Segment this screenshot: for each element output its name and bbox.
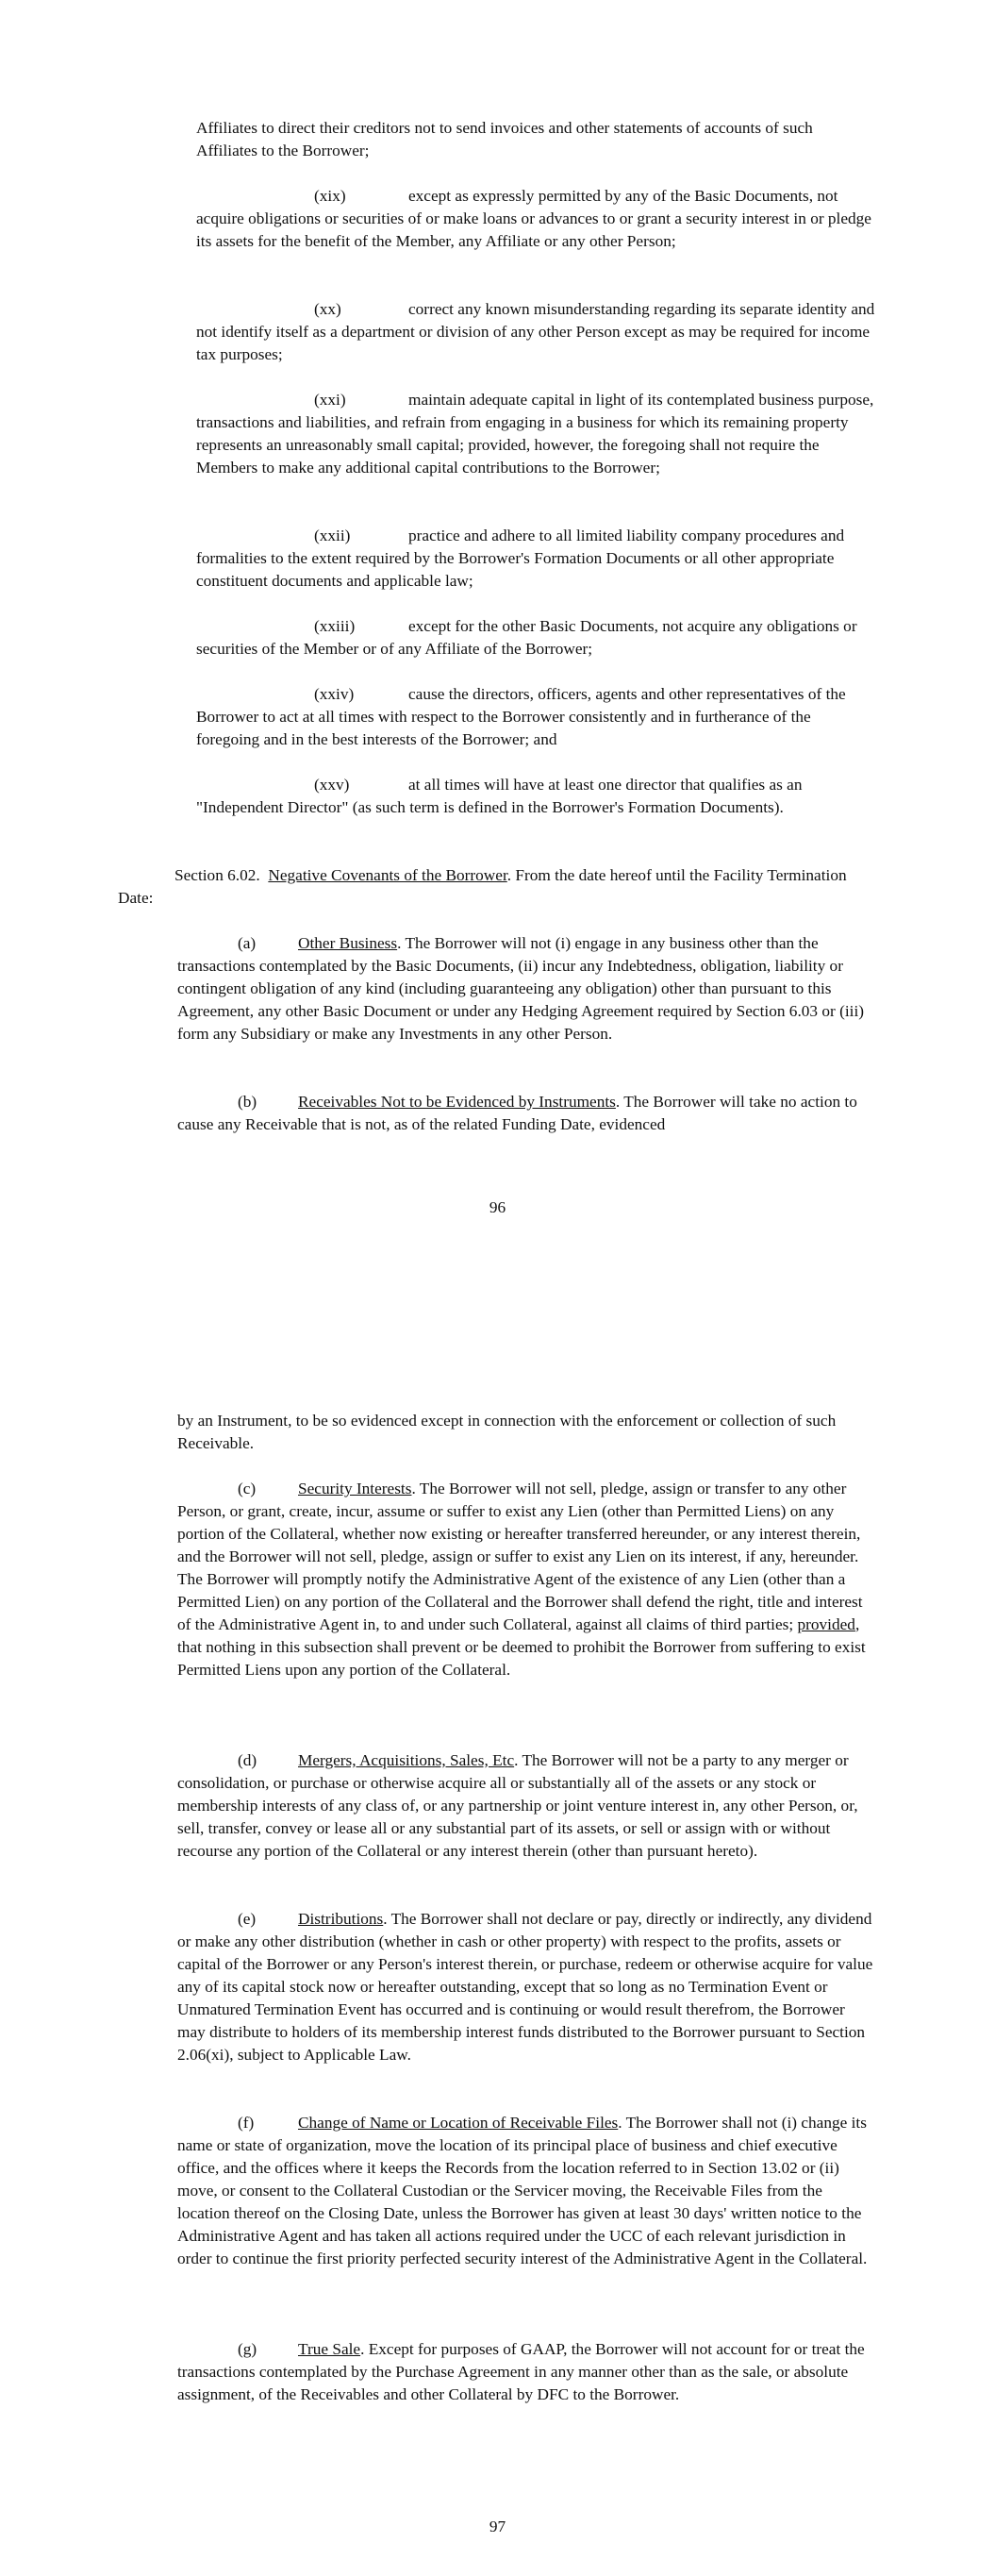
subsection-e — [177, 1908, 875, 2066]
section-label: Section 6.02. — [174, 866, 260, 884]
intro-paragraph: Affiliates to direct their creditors not to send invoices and other statements of accounts of such Affiliates to the Borrower; — [196, 119, 813, 159]
subsection-text-after: , that nothing in this subsection shall prevent or be deemed to prohibit the Borrower from suffering to exist Permitted Liens upon any portion of the Collateral. — [177, 1615, 866, 1679]
subsection-label: (g) — [238, 2340, 257, 2358]
subsection-d — [177, 1749, 875, 1863]
item-number: (xix) — [314, 187, 346, 205]
item-text: except as expressly permitted by any of the Basic Documents, not acquire obligations or securities of or make loans or advances to or grant a security interest in or pledge its assets for the benefit of the Member, any Affiliate or any other Person; — [196, 187, 871, 250]
item-xxiii — [196, 615, 875, 661]
item-text: practice and adhere to all limited liability company procedures and formalities to the extent required by the Borrower's Formation Documents or all other appropriate constituent documents and applicable law; — [196, 527, 845, 590]
subsection-text: . The Borrower will not (i) engage in any business other than the transactions contemplated by the Basic Documents, (ii) incur any Indebtedness, obligation, liability or contingent obligation of any kind (including guaranteeing any obligation) other than pursuant to this Agreement, any other Basic Document or under any Hedging Agreement required by Section 6.03 or (iii) form any Subsidiary or make any Investments in any other Person. — [177, 934, 864, 1043]
page-number: 96 — [489, 1198, 506, 1216]
subsection-label: (d) — [238, 1751, 257, 1769]
item-xxii — [196, 525, 875, 593]
subsection-f — [177, 2112, 875, 2270]
subsection-g — [177, 2338, 875, 2406]
subsection-b — [177, 1091, 875, 1136]
item-number: (xxiii) — [314, 617, 356, 635]
item-number: (xx) — [314, 300, 341, 318]
item-text: maintain adequate capital in light of its contemplated business purpose, transactions and liabilities, and refrain from engaging in a business for which its remaining property represents an unreasonably small capital; provided, however, the foregoing shall not require the Members to make any additional capital contributions to the Borrower; — [196, 391, 874, 477]
subsection-title: Receivables Not to be Evidenced by Instruments — [298, 1093, 616, 1111]
subsection-c — [177, 1478, 875, 1681]
subsection-label: (f) — [238, 2114, 255, 2132]
section-text: . From the date hereof until the Facility Termination Date: — [118, 866, 847, 907]
section-6-02 — [118, 864, 875, 910]
item-number: (xxiv) — [314, 685, 355, 703]
continued-paragraph: by an Instrument, to be so evidenced except in connection with the enforcement or collection of such Receivable. — [177, 1412, 837, 1452]
item-number: (xxi) — [314, 391, 346, 409]
subsection-title: Change of Name or Location of Receivable Files — [298, 2114, 619, 2132]
item-xxiv — [196, 683, 875, 751]
subsection-text: . The Borrower will not be a party to any merger or consolidation, or purchase or otherwise acquire all or substantially all of the assets or any stock or membership interests of any class of, or any partnership or joint venture interest in, any other Person, or, sell, transfer, convey or lease all or any substantial part of its assets, or sell or assign with or without recourse any portion of the Collateral or any interest therein (other than pursuant hereto). — [177, 1751, 858, 1860]
section-title: Negative Covenants of the Borrower — [268, 866, 507, 884]
subsection-title: Distributions — [298, 1910, 384, 1928]
subsection-label: (a) — [238, 934, 257, 952]
item-text: except for the other Basic Documents, not acquire any obligations or securities of the Member or of any Affiliate of the Borrower; — [196, 617, 857, 658]
subsection-label: (e) — [238, 1910, 257, 1928]
item-xxv — [196, 774, 875, 819]
subsection-label: (c) — [238, 1480, 257, 1497]
subsection-text: . The Borrower will not sell, pledge, assign or transfer to any other Person, or grant, create, incur, assume or suffer to exist any Lien (other than Permitted Liens) on any portion of the Collateral, whether now existing or hereafter transferred hereunder, or any interest therein, and the Borrower will not sell, pledge, assign or suffer to exist any Lien on its interest, if any, hereunder. The Borrower will promptly notify the Administrative Agent of the existence of any Lien (other than a Permitted Lien) on any portion of the Collateral and the Borrower shall defend the right, title and interest of the Administrative Agent in, to and under such Collateral, against all claims of third parties; — [177, 1480, 863, 1633]
item-xx — [196, 298, 875, 366]
subsection-a — [177, 932, 875, 1045]
subsection-label: (b) — [238, 1093, 257, 1111]
subsection-title: Security Interests — [298, 1480, 412, 1497]
item-number: (xxii) — [314, 527, 351, 544]
item-text: cause the directors, officers, agents and other representatives of the Borrower to act at all times with respect to the Borrower consistently and in furtherance of the foregoing and in the best interests of the Borrower; and — [196, 685, 846, 748]
subsection-text: . The Borrower will take no action to cause any Receivable that is not, as of the related Funding Date, evidenced — [177, 1093, 857, 1133]
page-97 — [0, 1321, 995, 2576]
item-xix — [196, 185, 875, 253]
subsection-text: . Except for purposes of GAAP, the Borrower will not account for or treat the transactions contemplated by the Purchase Agreement in any manner other than as the sale, or absolute assignment, of the Receivables and other Collateral by DFC to the Borrower. — [177, 2340, 865, 2403]
provided-term: provided — [797, 1615, 855, 1633]
item-number: (xxv) — [314, 776, 350, 794]
subsection-title: True Sale — [298, 2340, 361, 2358]
subsection-title: Mergers, Acquisitions, Sales, Etc — [298, 1751, 515, 1769]
item-text: at all times will have at least one director that qualifies as an "Independent Director" (as such term is defined in the Borrower's Formation Documents). — [196, 776, 803, 816]
item-xxi — [196, 389, 875, 479]
subsection-title: Other Business — [298, 934, 398, 952]
subsection-text: . The Borrower shall not (i) change its name or state of organization, move the location of its principal place of business and chief executive office, and the offices where it keeps the Records from the location referred to in Section 13.02 or (ii) move, or consent to the Collateral Custodian or the Servicer moving, the Receivable Files from the location thereof on the Closing Date, unless the Borrower has given at least 30 days' written notice to the Administrative Agent and has taken all actions required under the UCC of each relevant jurisdiction in order to continue the first priority perfected security interest of the Administrative Agent in the Collateral. — [177, 2114, 868, 2267]
subsection-text: . The Borrower shall not declare or pay, directly or indirectly, any dividend or make any other distribution (whether in cash or other property) with respect to the profits, assets or capital of the Borrower or any Person's interest therein, or purchase, redeem or otherwise acquire for value any of its capital stock now or hereafter outstanding, except that so long as no Termination Event or Unmatured Termination Event has occurred and is continuing or would result therefrom, the Borrower may distribute to holders of its membership interest funds distributed to the Borrower pursuant to Section 2.06(xi), subject to Applicable Law. — [177, 1910, 873, 2064]
item-text: correct any known misunderstanding regarding its separate identity and not identify itself as a department or division of any other Person except as may be required for income tax purposes; — [196, 300, 875, 363]
page-number: 97 — [489, 2517, 506, 2535]
